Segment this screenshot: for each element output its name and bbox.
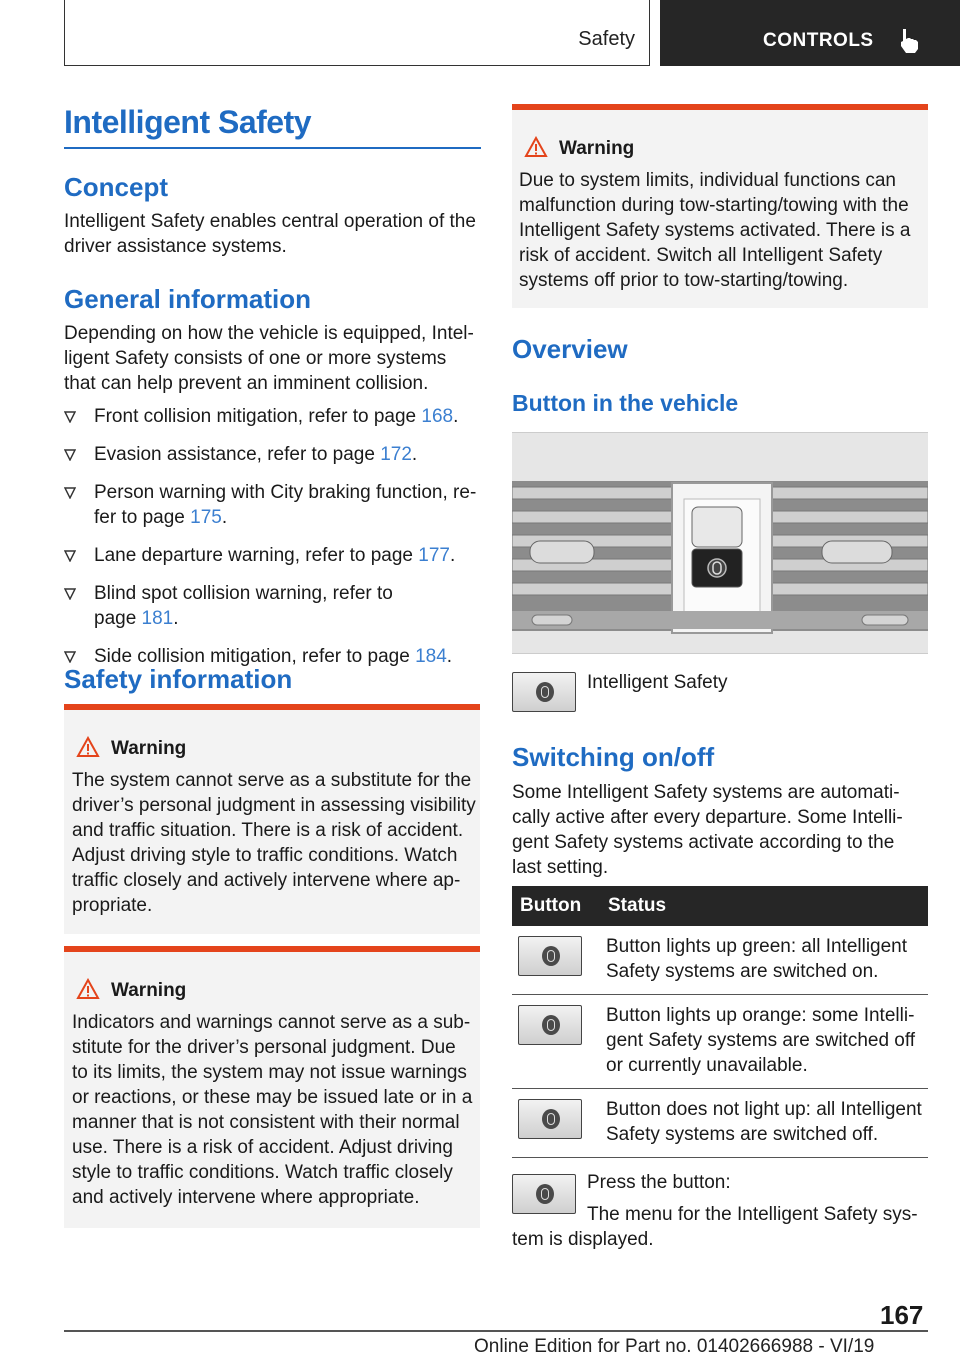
list-item	[64, 543, 484, 568]
warning-line: driver’s personal judgment in assessing visibility	[72, 795, 476, 816]
table-row	[512, 926, 928, 995]
press-instruction: Press the button:	[587, 1172, 731, 1193]
list-item-text: Front collision mitigation, refer to page	[94, 406, 422, 427]
triangle-bullet-icon	[64, 411, 76, 423]
intelligent-safety-icon	[518, 1005, 582, 1045]
intelligent-safety-icon	[512, 1174, 576, 1214]
list-item	[64, 581, 484, 631]
warning-line: use. There is a risk of accident. Adjust driving	[72, 1137, 453, 1158]
warning-line: and traffic situation. There is a risk of accident.	[72, 820, 464, 841]
triangle-bullet-icon	[64, 487, 76, 499]
list-item-punct: .	[221, 507, 228, 528]
status-cell	[600, 926, 928, 995]
general-line: ligent Safety consists of one or more systems	[64, 348, 447, 369]
page-link[interactable]: 175	[190, 507, 222, 528]
list-item-text: page	[94, 608, 142, 629]
switching-line: gent Safety systems activate according to the	[512, 832, 895, 853]
concept-text	[64, 209, 484, 259]
list-item-text: Evasion assistance, refer to page	[94, 444, 381, 465]
status-cell	[600, 995, 928, 1089]
warning-title: Warning	[559, 138, 635, 159]
triangle-bullet-icon	[64, 588, 76, 600]
page-title: Intelligent Safety	[64, 104, 312, 140]
warning-line: and actively intervene where appropriate.	[72, 1187, 420, 1208]
status-line: or currently unavailable.	[606, 1055, 808, 1076]
warning-line: style to traffic conditions. Watch traffic closely	[72, 1162, 453, 1183]
switching-line: last setting.	[512, 857, 609, 878]
vehicle-button-photo	[512, 432, 928, 654]
warning-line: The system cannot serve as a substitute for the	[72, 770, 472, 791]
warning-box	[512, 104, 928, 308]
list-item-text: Blind spot collision warning, refer to	[94, 583, 393, 604]
section-label: Safety	[578, 28, 635, 50]
intelligent-safety-label: Intelligent Safety	[587, 672, 728, 693]
concept-line: driver assistance systems.	[64, 236, 287, 257]
triangle-bullet-icon	[64, 550, 76, 562]
warning-line: Intelligent Safety systems activated. There is a	[519, 220, 911, 241]
list-item-punct: .	[453, 406, 459, 427]
table-row	[512, 995, 928, 1089]
concept-heading: Concept	[64, 172, 168, 202]
status-line: gent Safety systems are switched off	[606, 1030, 916, 1051]
warning-line: or reactions, or these may be issued late or in a	[72, 1087, 473, 1108]
warning-triangle-icon	[76, 736, 100, 758]
warning-title: Warning	[111, 980, 187, 1001]
warning-box	[64, 946, 480, 1228]
button-cell	[512, 995, 600, 1089]
list-item-punct: .	[411, 444, 418, 465]
button-cell	[512, 926, 600, 995]
title-rule	[64, 147, 481, 149]
general-heading: General information	[64, 284, 312, 314]
warning-text	[72, 1010, 478, 1210]
warning-line: stitute for the driver’s personal judgment. Due	[72, 1037, 456, 1058]
status-line: Button lights up orange: some Intelli-	[606, 1005, 915, 1026]
warning-text	[72, 768, 478, 918]
column-header-button: Button	[512, 886, 600, 926]
footer-edition: Online Edition for Part no. 01402666988 - VI/19	[474, 1336, 875, 1357]
status-table	[512, 886, 928, 1158]
warning-line: to its limits, the system may not issue warnings	[72, 1062, 467, 1083]
status-line: Safety systems are switched off.	[606, 1124, 879, 1145]
warning-line: systems off prior to tow-starting/towing.	[519, 270, 849, 291]
switching-heading: Switching on/off	[512, 742, 715, 772]
general-line: Depending on how the vehicle is equipped, Intel-	[64, 323, 474, 344]
system-list	[64, 404, 484, 682]
switching-line: Some Intelligent Safety systems are automati-	[512, 782, 900, 803]
page-link[interactable]: 181	[141, 608, 174, 629]
warning-text	[519, 168, 927, 293]
menu-instruction-line2: tem is displayed.	[512, 1229, 654, 1250]
list-item-punct: .	[449, 545, 456, 566]
warning-line: risk of accident. Switch all Intelligent Safety	[519, 245, 883, 266]
intelligent-safety-icon	[518, 936, 582, 976]
page-number: 167	[880, 1300, 924, 1330]
list-item-text: Lane departure warning, refer to page	[94, 545, 419, 566]
warning-line: propriate.	[72, 895, 153, 916]
table-row	[512, 1089, 928, 1158]
switching-line: cally active after every departure. Some Intelli-	[512, 807, 903, 828]
button-in-vehicle-heading: Button in the vehicle	[512, 390, 739, 416]
general-line: that can help prevent an imminent collision.	[64, 373, 429, 394]
list-item-text: Person warning with City braking function, re-	[94, 482, 477, 503]
switching-text	[512, 780, 928, 880]
header-chapter-tab	[660, 0, 960, 66]
page-link[interactable]: 168	[421, 406, 454, 427]
page-link[interactable]: 172	[380, 444, 412, 465]
triangle-bullet-icon	[64, 651, 76, 663]
warning-triangle-icon	[76, 978, 100, 1000]
safety-heading: Safety information	[64, 664, 293, 694]
warning-triangle-icon	[524, 136, 548, 158]
list-item-text: Side collision mitigation, refer to page	[94, 646, 416, 667]
intelligent-safety-icon	[518, 1099, 582, 1139]
list-item	[64, 404, 484, 429]
column-header-status: Status	[600, 886, 928, 926]
menu-instruction-line1: The menu for the Intelligent Safety sys-	[587, 1204, 918, 1225]
table-header-row	[512, 886, 928, 926]
list-item-punct: .	[446, 646, 453, 667]
overview-heading: Overview	[512, 334, 628, 364]
page-link[interactable]: 184	[415, 646, 447, 667]
intelligent-safety-icon	[512, 672, 576, 712]
warning-line: Indicators and warnings cannot serve as a sub-	[72, 1012, 471, 1033]
warning-line: Due to system limits, individual functions can	[519, 170, 896, 191]
triangle-bullet-icon	[64, 449, 76, 461]
warning-line: Adjust driving style to traffic conditions. Watch	[72, 845, 458, 866]
air-vent-illustration	[512, 433, 928, 654]
warning-title: Warning	[111, 738, 187, 759]
concept-line: Intelligent Safety enables central operation of the	[64, 211, 476, 232]
status-line: Safety systems are switched on.	[606, 961, 879, 982]
list-item	[64, 442, 484, 467]
warning-line: malfunction during tow-starting/towing with the	[519, 195, 909, 216]
page-link[interactable]: 177	[418, 545, 450, 566]
status-cell	[600, 1089, 928, 1158]
list-item	[64, 480, 484, 530]
pointing-hand-icon	[896, 26, 924, 54]
header-section-tab	[64, 0, 650, 66]
list-item-punct: .	[173, 608, 179, 629]
list-item-text: fer to page	[94, 507, 191, 528]
footer-rule	[64, 1330, 928, 1332]
status-line: Button does not light up: all Intelligent	[606, 1099, 922, 1120]
general-text	[64, 321, 484, 396]
status-line: Button lights up green: all Intelligent	[606, 936, 908, 957]
chapter-label: CONTROLS	[763, 30, 874, 51]
warning-box	[64, 704, 480, 934]
button-cell	[512, 1089, 600, 1158]
warning-line: manner that is not consistent with their normal	[72, 1112, 460, 1133]
warning-line: traffic closely and actively intervene where ap-	[72, 870, 461, 891]
